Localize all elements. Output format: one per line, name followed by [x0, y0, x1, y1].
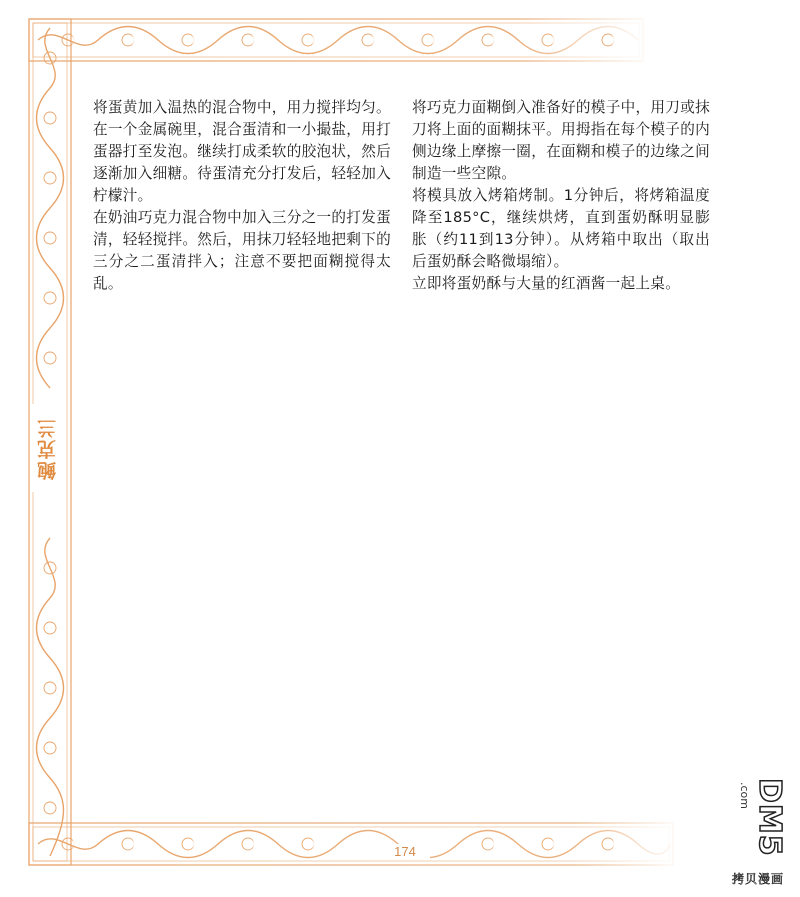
right-text-column	[412, 97, 710, 295]
watermark-domain: .com	[738, 782, 751, 809]
page-number: 174	[380, 844, 430, 859]
section-label	[30, 404, 64, 492]
watermark	[730, 778, 794, 890]
ornamental-border-bottom	[28, 822, 674, 866]
paragraph: 在奶油巧克力混合物中加入三分之一的打发蛋清，轻轻搅拌。然后，用抹刀轻轻地把剩下的三分之二蛋清拌入；注意不要把面糊搅得太乱。	[93, 209, 391, 292]
watermark-logo: DM5	[752, 778, 787, 857]
ornamental-border-top	[28, 18, 644, 62]
section-label-text: 鲍克兰	[36, 416, 59, 480]
paragraph: 立即将蛋奶酥与大量的红酒酱一起上桌。	[412, 275, 681, 292]
watermark-site-name: 拷贝漫画	[732, 872, 785, 886]
left-text-column	[93, 97, 391, 295]
paragraph: 将模具放入烤箱烤制。1分钟后，将烤箱温度降至185°C，继续烘烤，直到蛋奶酥明显膨胀（约11到13分钟）。从烤箱中取出（取出后蛋奶酥会略微塌缩）。	[412, 187, 710, 270]
paragraph: 将巧克力面糊倒入准备好的模子中，用刀或抹刀将上面的面糊抹平。用拇指在每个模子的内侧边缘上摩擦一圈，在面糊和模子的边缘之间制造一些空隙。	[412, 99, 710, 182]
paragraph: 在一个金属碗里，混合蛋清和一小撮盐，用打蛋器打至发泡。继续打成柔软的胶泡状，然后逐渐加入细糖。待蛋清充分打发后，轻轻加入柠檬汁。	[93, 121, 391, 204]
paragraph: 将蛋黄加入温热的混合物中，用力搅拌均匀。	[93, 99, 391, 116]
